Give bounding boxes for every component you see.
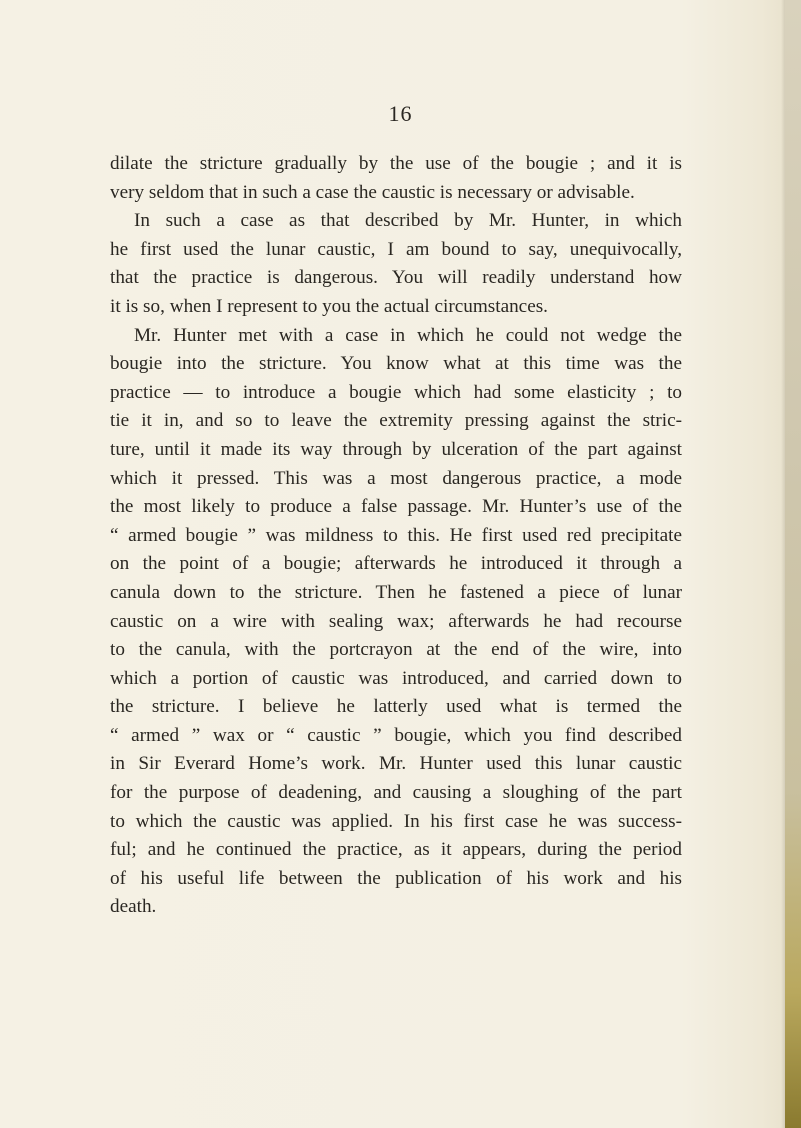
text-line: ture, until it made its way through by ulceration of the part against [110,438,682,460]
text-line: to the canula, with the portcrayon at the end of the wire, into [110,639,682,661]
text-line: which a portion of caustic was introduced, and carried down to [110,667,682,689]
text-line: on the point of a bougie; afterwards he introduced it through a [110,553,682,575]
text-line: canula down to the stricture. Then he fastened a piece of lunar [110,581,682,603]
page-edge [785,0,801,1128]
text-line: In such a case as that described by Mr. Hunter, in which [134,210,682,232]
text-line: that the practice is dangerous. You will readily understand how [110,267,682,289]
text-line: tie it in, and so to leave the extremity pressing against the stric- [110,410,682,432]
text-line: Mr. Hunter met with a case in which he could not wedge the [134,324,682,346]
page-number: 16 [388,101,413,126]
text-line: very seldom that in such a case the caustic is necessary or advisable. [110,181,635,203]
text-line: “ armed bougie ” was mildness to this. He first used red precipitate [110,524,682,546]
text-line: the stricture. I believe he latterly used what is termed the [110,696,682,718]
text-line: death. [110,896,157,918]
text-line: to which the caustic was applied. In his first case he was success- [110,810,682,832]
body-text [110,150,682,922]
text-line: the most likely to produce a false passage. Mr. Hunter’s use of the [110,496,682,518]
text-line: practice — to introduce a bougie which had some elasticity ; to [110,381,682,403]
text-line: of his useful life between the publication of his work and his [110,867,682,889]
text-line: he first used the lunar caustic, I am bound to say, unequivocally, [110,238,682,260]
text-line: caustic on a wire with sealing wax; afterwards he had recourse [110,610,682,632]
text-line: which it pressed. This was a most dangerous practice, a mode [110,467,682,489]
text-line: in Sir Everard Home’s work. Mr. Hunter used this lunar caustic [110,753,682,775]
text-line: “ armed ” wax or “ caustic ” bougie, which you find described [110,724,682,746]
text-line: it is so, when I represent to you the actual circumstances. [110,295,548,317]
text-line: ful; and he continued the practice, as it appears, during the period [110,839,682,861]
text-line: dilate the stricture gradually by the use of the bougie ; and it is [110,153,682,174]
text-line: for the purpose of deadening, and causing a sloughing of the part [110,782,682,804]
text-line: bougie into the stricture. You know what at this time was the [110,353,682,375]
